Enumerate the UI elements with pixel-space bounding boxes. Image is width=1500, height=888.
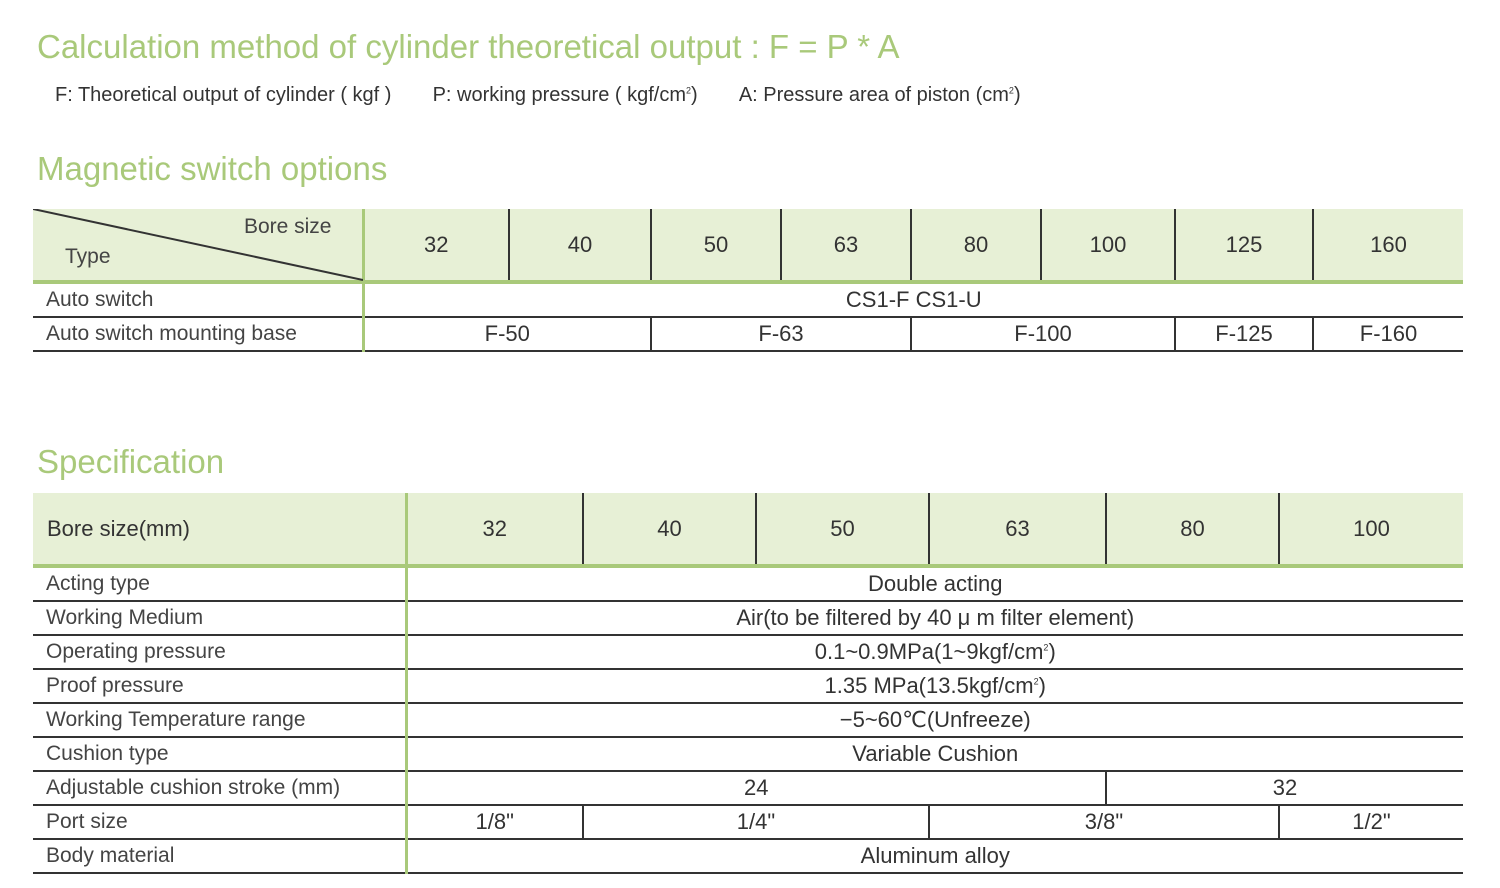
f-definition: F: Theoretical output of cylinder ( kgf ) [55,84,392,106]
magnetic-title: Magnetic switch options [37,150,388,187]
bore-cell: 40 [583,493,756,566]
port-size-value: 1/2" [1279,805,1463,839]
mounting-base-label: Auto switch mounting base [33,317,363,351]
mounting-base-value: F-125 [1175,317,1313,351]
table-row [33,737,1463,771]
bore-size-label: Bore size [243,215,332,238]
working-medium-value: Air(to be filtered by 40 μ m filter element) [406,601,1463,635]
bore-cell: 100 [1279,493,1463,566]
bore-cell: 80 [1106,493,1279,566]
table-row [33,771,1463,805]
bore-cell: 63 [781,209,911,282]
bore-cell: 63 [929,493,1106,566]
auto-switch-label: Auto switch [33,282,363,317]
body-material-label: Body material [33,839,406,873]
table-row [33,601,1463,635]
table-row [33,317,1463,351]
proof-pressure-label: Proof pressure [33,669,406,703]
table-row [33,566,1463,601]
acting-type-label: Acting type [33,566,406,601]
proof-pressure-value: 1.35 $MPa(13.5kgf/cm^2)$ [406,669,1463,703]
table-row [33,669,1463,703]
auto-switch-value: CS1-F CS1-U [363,282,1463,317]
acting-type-value: Double acting [406,566,1463,601]
port-size-label: Port size [33,805,406,839]
temperature-range-label: Working Temperature range [33,703,406,737]
port-size-value: 1/8" [406,805,583,839]
cushion-stroke-label: Adjustable cushion stroke (mm) [33,771,406,805]
magnetic-header-row [33,209,1463,282]
cushion-type-label: Cushion type [33,737,406,771]
bore-size-header: Bore size(mm) [33,493,406,566]
mounting-base-value: F-100 [911,317,1175,351]
bore-cell: 32 [406,493,583,566]
calc-title: Calculation method of cylinder theoretical output : F = P * A [37,28,900,65]
magnetic-switch-table [33,209,1463,352]
table-row [33,839,1463,873]
cushion-type-value: Variable Cushion [406,737,1463,771]
table-row [33,703,1463,737]
operating-pressure-label: Operating pressure [33,635,406,669]
mounting-base-value: F-63 [651,317,911,351]
formula-definitions [55,84,1021,107]
specification-table [33,493,1463,874]
cushion-stroke-value: 24 [406,771,1106,805]
table-row [33,282,1463,317]
port-size-value: 3/8" [929,805,1279,839]
temperature-range-value: −5~60℃(Unfreeze) [406,703,1463,737]
cushion-stroke-value: 32 [1106,771,1463,805]
a-definition: A: Pressure area of piston $(cm^2)$ [738,84,1021,106]
body-material-value: Aluminum alloy [406,839,1463,873]
mounting-base-value: F-50 [363,317,651,351]
type-label: Type [65,245,111,268]
bore-cell: 80 [911,209,1041,282]
p-definition: P: working pressure ( kgf/$cm^2$) [432,84,698,106]
bore-cell: 50 [651,209,781,282]
bore-cell: 125 [1175,209,1313,282]
bore-type-corner-cell [33,209,363,282]
bore-cell: 32 [363,209,509,282]
bore-cell: 50 [756,493,929,566]
bore-cell: 40 [509,209,651,282]
mounting-base-value: F-160 [1313,317,1463,351]
spec-header-row [33,493,1463,566]
bore-cell: 160 [1313,209,1463,282]
table-row [33,635,1463,669]
port-size-value: 1/4" [583,805,929,839]
operating-pressure-value: $0.1\sim 0.9MPa(1\sim 9kgf/cm^2)$ [406,635,1463,669]
bore-cell: 100 [1041,209,1175,282]
table-row [33,805,1463,839]
working-medium-label: Working Medium [33,601,406,635]
specification-title: Specification [37,443,225,480]
